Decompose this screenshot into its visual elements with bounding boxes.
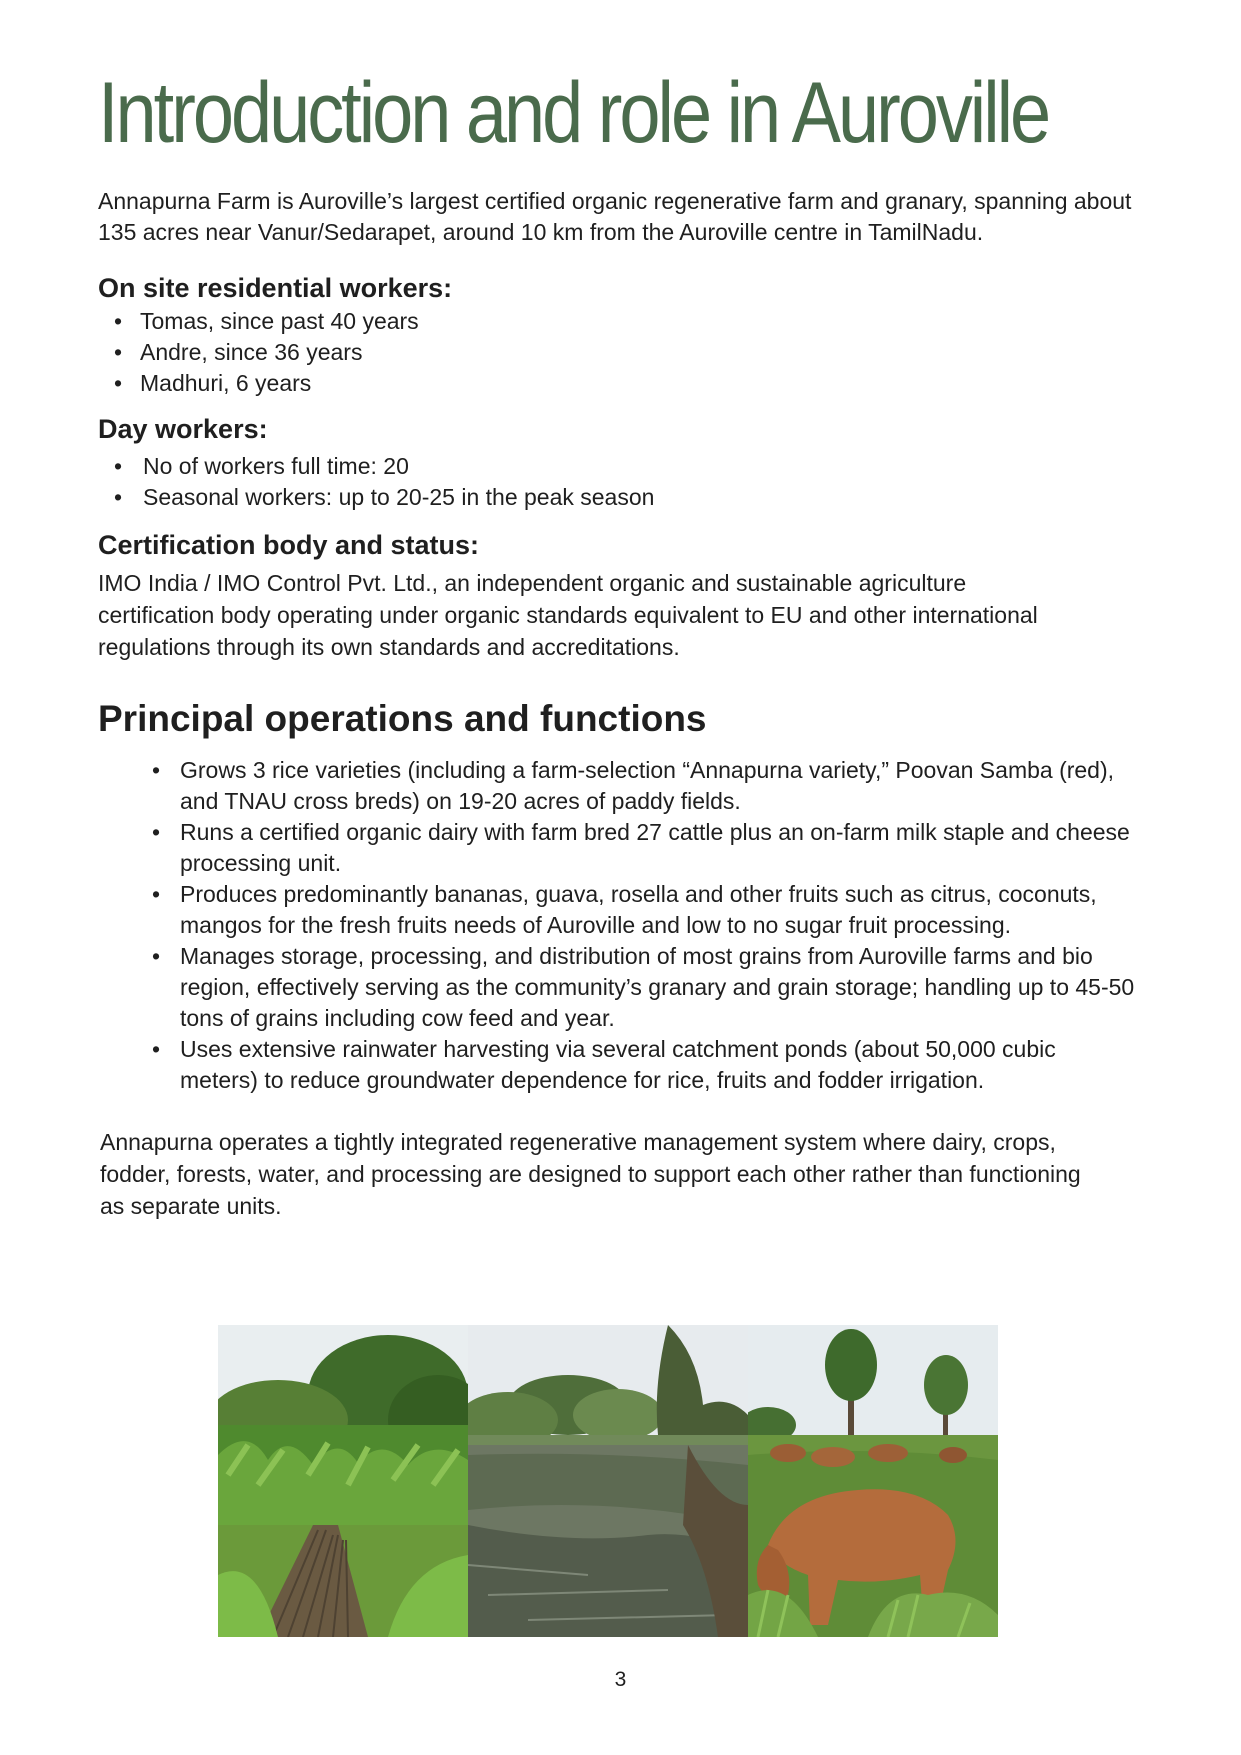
bullet-icon: •: [114, 339, 123, 365]
bullet-icon: •: [152, 757, 161, 783]
list-item: • No of workers full time: 20: [98, 451, 1148, 482]
bullet-icon: •: [114, 308, 123, 334]
bullet-icon: •: [114, 370, 123, 396]
list-item: • Produces predominantly bananas, guava, rosella and other fruits such as citrus, coconuts, mangos for the fresh fruits needs of Auroville and low to no sugar fruit processing.: [152, 881, 1097, 938]
operations-heading: Principal operations and functions: [98, 698, 707, 739]
farm-photo-strip: [218, 1325, 998, 1637]
intro-paragraph: Annapurna Farm is Auroville’s largest certified organic regenerative farm and granary, spanning about 135 acres near Vanur/Sedarapet, around 10 km from the Auroville centre in TamilNadu.: [98, 188, 1132, 245]
list-item: • Uses extensive rainwater harvesting via several catchment ponds (about 50,000 cubic meters) to reduce groundwater dependence for rice, fruits and fodder irrigation.: [152, 1036, 1056, 1093]
bullet-icon: •: [114, 453, 123, 479]
list-item: • Madhuri, 6 years: [98, 368, 1148, 399]
grazing-cattle-photo: [748, 1325, 998, 1637]
residential-workers-list: [98, 306, 1148, 399]
catchment-pond-photo: [468, 1325, 748, 1637]
list-item: • Andre, since 36 years: [98, 337, 1148, 368]
certification-heading: Certification body and status:: [98, 530, 480, 560]
operations-list: [98, 755, 1148, 1096]
page-number: 3: [614, 1668, 627, 1691]
day-workers-heading: Day workers:: [98, 414, 268, 444]
bullet-icon: •: [152, 1036, 161, 1062]
banana-plantation-photo: [218, 1325, 468, 1637]
list-item: • Manages storage, processing, and distribution of most grains from Auroville farms and bio region, effectively serving as the community’s granary and grain storage; handling up to 45-50 tons of grains including cow feed and year.: [152, 943, 1135, 1031]
list-item: • Runs a certified organic dairy with farm bred 27 cattle plus an on-farm milk staple and cheese processing unit.: [152, 819, 1130, 876]
bullet-icon: •: [152, 881, 161, 907]
closing-paragraph: Annapurna operates a tightly integrated regenerative management system where dairy, crops, fodder, forests, water, and processing are designed to support each other rather than functioning as separate units.: [100, 1129, 1081, 1219]
list-item: • Grows 3 rice varieties (including a farm-selection “Annapurna variety,” Poovan Samba (red), and TNAU cross breds) on 19-20 acres of paddy fields.: [152, 757, 1115, 814]
bullet-icon: •: [152, 943, 161, 969]
residential-workers-heading: On site residential workers:: [98, 273, 453, 303]
day-workers-list: [98, 451, 1148, 513]
page-title: Introduction and role in Auroville: [98, 65, 1049, 161]
list-item: • Tomas, since past 40 years: [98, 306, 1148, 337]
page-content: [98, 65, 1148, 1222]
bullet-icon: •: [152, 819, 161, 845]
bullet-icon: •: [114, 484, 123, 510]
list-item: • Seasonal workers: up to 20-25 in the peak season: [98, 482, 1148, 513]
certification-text: IMO India / IMO Control Pvt. Ltd., an independent organic and sustainable agriculture certification body operating under organic standards equivalent to EU and other international regulations through its own standards and accreditations.: [98, 570, 1038, 660]
